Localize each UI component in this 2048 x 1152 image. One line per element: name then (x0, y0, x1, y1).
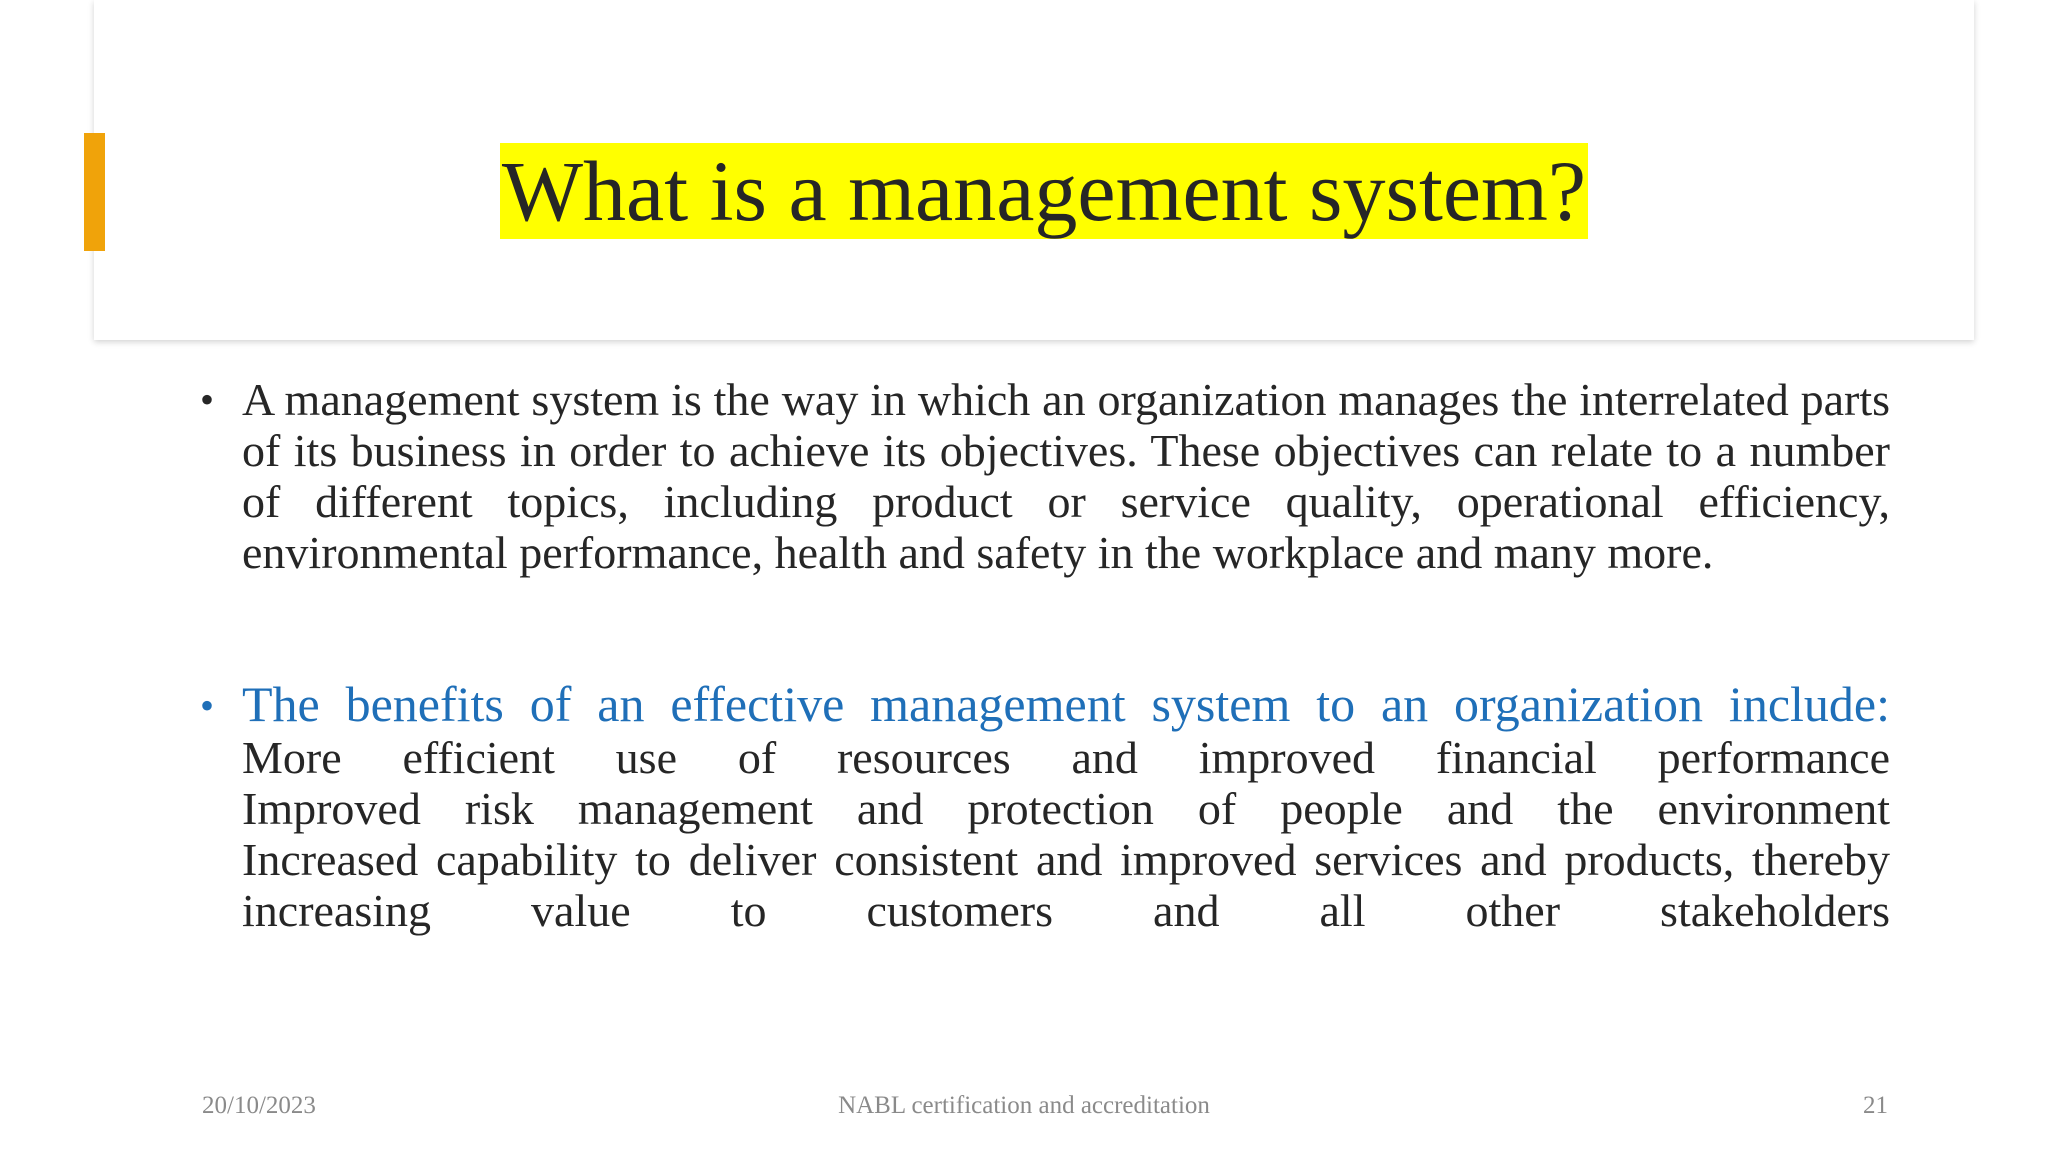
benefit-line: Improved risk management and protection of people and the environment (242, 783, 1890, 834)
benefit-line: increasing value to customers and all other stakeholders (242, 885, 1890, 936)
footer-title: NABL certification and accreditation (838, 1092, 1210, 1119)
slide-title: What is a management system? (501, 143, 1587, 239)
footer-date: 20/10/2023 (202, 1092, 316, 1119)
bullet-item-definition (200, 374, 1890, 578)
bullet-dot-icon: • (200, 683, 215, 728)
benefit-line: Increased capability to deliver consistent and improved services and products, thereby (242, 834, 1890, 885)
page-number: 21 (1863, 1092, 1888, 1119)
bullet-text-definition: A management system is the way in which an organization manages the interrelated parts of its business in order to achieve its objectives. These objectives can relate to a number of different topics, including product or service quality, operational efficiency, environmental performance, health and safety in the workplace and many more. (242, 374, 1890, 578)
spacer (200, 578, 1890, 676)
bullet-dot-icon: • (200, 377, 215, 422)
slide-content (200, 374, 1890, 936)
bullet-item-benefits (200, 676, 1890, 936)
benefit-line: More efficient use of resources and improved financial performance (242, 732, 1890, 783)
title-container (0, 143, 2048, 239)
benefits-lead: The benefits of an effective management system to an organization include: (242, 676, 1890, 732)
